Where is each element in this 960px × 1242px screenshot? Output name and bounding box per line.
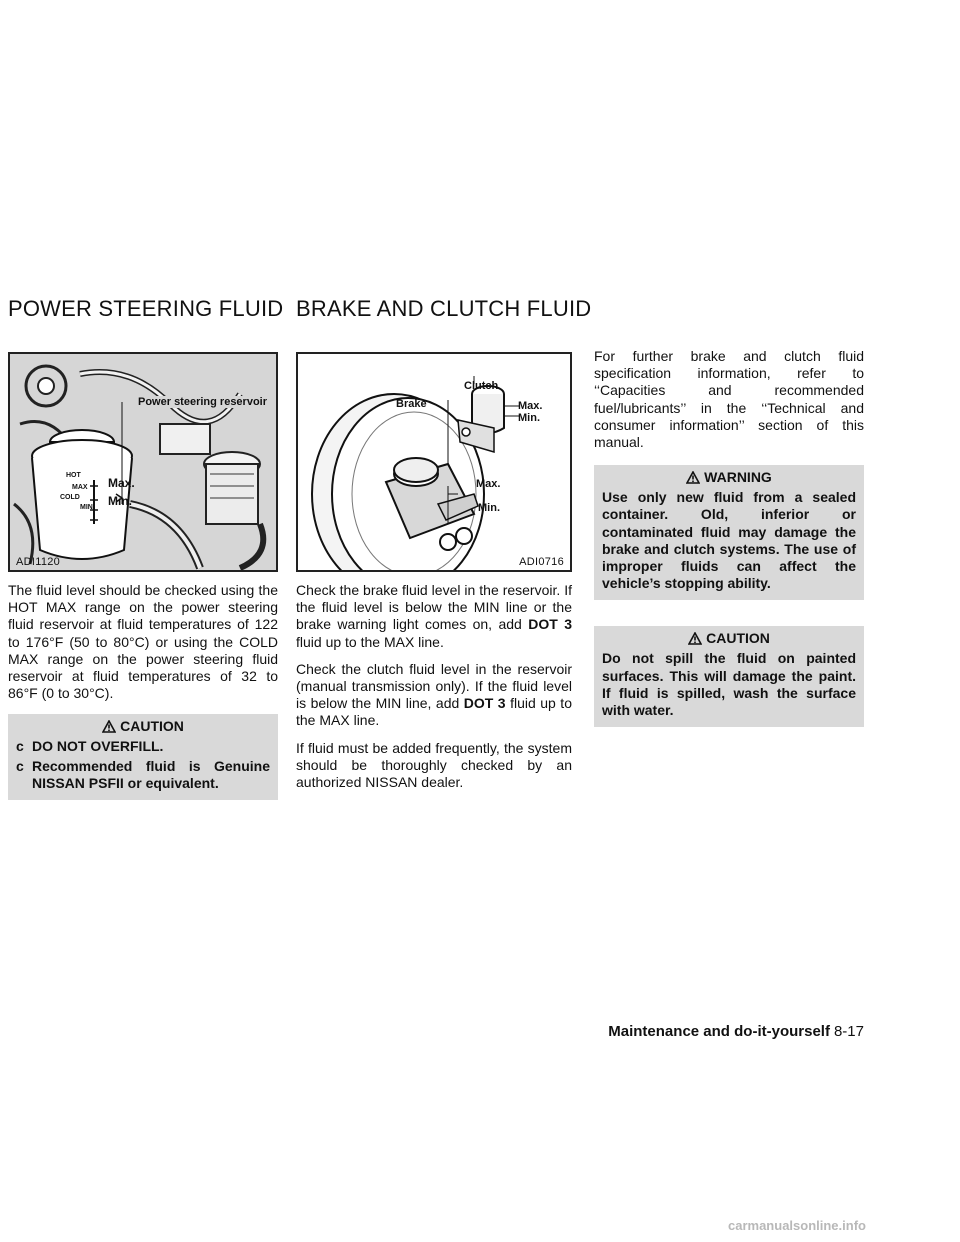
caution-title: CAUTION (120, 718, 184, 735)
page-number: 8-17 (833, 1023, 864, 1040)
figure-id-adi1120: ADI1120 (16, 556, 61, 568)
frequent-fluid-paragraph: If fluid must be added frequently, the system should be thoroughly checked by an authorized NISSAN dealer. (296, 739, 572, 791)
warning-box (594, 465, 864, 600)
label-clutch-min: Min. (518, 412, 540, 424)
brake-fluid-type: DOT 3 (528, 616, 572, 633)
page-footer (608, 1023, 864, 1040)
heading-power-steering-fluid: POWER STEERING FLUID (8, 296, 284, 321)
caution-box-power-steering (8, 714, 278, 800)
label-brake-min: Min. (478, 502, 500, 514)
caution-bullet (16, 758, 270, 792)
column-fluid-specs (594, 348, 864, 727)
warning-heading (602, 469, 856, 485)
brake-booster-drawing (298, 354, 570, 570)
label-hot: HOT (66, 472, 81, 479)
warning-triangle-icon (688, 632, 702, 645)
label-min-small: MIN (80, 504, 93, 511)
brake-check-paragraph (296, 582, 572, 651)
label-brake: Brake (396, 398, 427, 410)
column-power-steering (8, 352, 278, 800)
clutch-check-text-end: fluid up to the MAX line. (296, 695, 572, 729)
power-steering-illustration (8, 352, 278, 572)
warning-triangle-icon (686, 471, 700, 484)
clutch-fluid-type: DOT 3 (463, 695, 506, 712)
bullet-mark: c (16, 738, 24, 755)
caution-title: CAUTION (706, 630, 770, 647)
engine-bay-drawing (10, 354, 276, 570)
label-power-steering-reservoir: Power steering reservoir (138, 396, 268, 408)
figure-id-adi0716: ADI0716 (519, 556, 564, 568)
watermark: carmanualsonline.info (728, 1218, 866, 1233)
brake-check-text: Check the brake fluid level in the reservoir. If the fluid level is below the MIN line or the brake warning light comes on, add (296, 582, 572, 633)
label-min: Min. (108, 494, 132, 508)
column-brake-clutch (296, 352, 572, 801)
power-steering-paragraph: The fluid level should be checked using the HOT MAX range on the power steering fluid reservoir at fluid temperatures of 122 to 176°F (50 to 80°C) or using the COLD MAX range on the power steering fluid reservoir at fluid temperatures of 32 to 86°F (0 to 30°C). (8, 582, 278, 702)
caution-bullet-text: Recommended fluid is Genuine NISSAN PSFII or equivalent. (32, 757, 270, 791)
caution-bullet-text: DO NOT OVERFILL. (32, 738, 164, 755)
caution-heading (16, 718, 270, 734)
clutch-check-text: Check the clutch fluid level in the reservoir (manual transmission only). If the fluid level is below the MIN line, add (296, 660, 572, 712)
label-max: Max. (108, 476, 135, 490)
footer-section-name: Maintenance and do-it-yourself (608, 1023, 830, 1040)
fluid-specification-paragraph: For further brake and clutch fluid specification information, refer to ‘‘Capacities and recommended fuel/lubricants’’ in the ‘‘Technical and consumer information’’ section of this manual. (594, 348, 864, 451)
label-clutch-max: Max. (518, 400, 543, 412)
caution-text: Do not spill the fluid on painted surfaces. This will damage the paint. If fluid is spilled, wash the surface with water. (602, 650, 856, 719)
caution-bullet (16, 738, 270, 755)
warning-text: Use only new fluid from a sealed container. Old, inferior or contaminated fluid may damage the brake and clutch systems. The use of improper fluids can affect the vehicle’s stopping ability. (602, 489, 856, 592)
label-max-small: MAX (72, 484, 88, 491)
clutch-check-paragraph (296, 661, 572, 730)
caution-box-paint (594, 626, 864, 727)
bullet-mark: c (16, 757, 24, 774)
label-clutch: Clutch (464, 380, 499, 392)
warning-title: WARNING (704, 469, 772, 486)
brake-check-text-end: fluid up to the MAX line. (296, 633, 444, 650)
warning-triangle-icon (102, 720, 116, 733)
label-brake-max: Max. (476, 478, 501, 490)
caution-heading (602, 630, 856, 646)
brake-clutch-illustration (296, 352, 572, 572)
label-cold: COLD (60, 494, 80, 501)
heading-brake-clutch-fluid: BRAKE AND CLUTCH FLUID (296, 296, 592, 321)
